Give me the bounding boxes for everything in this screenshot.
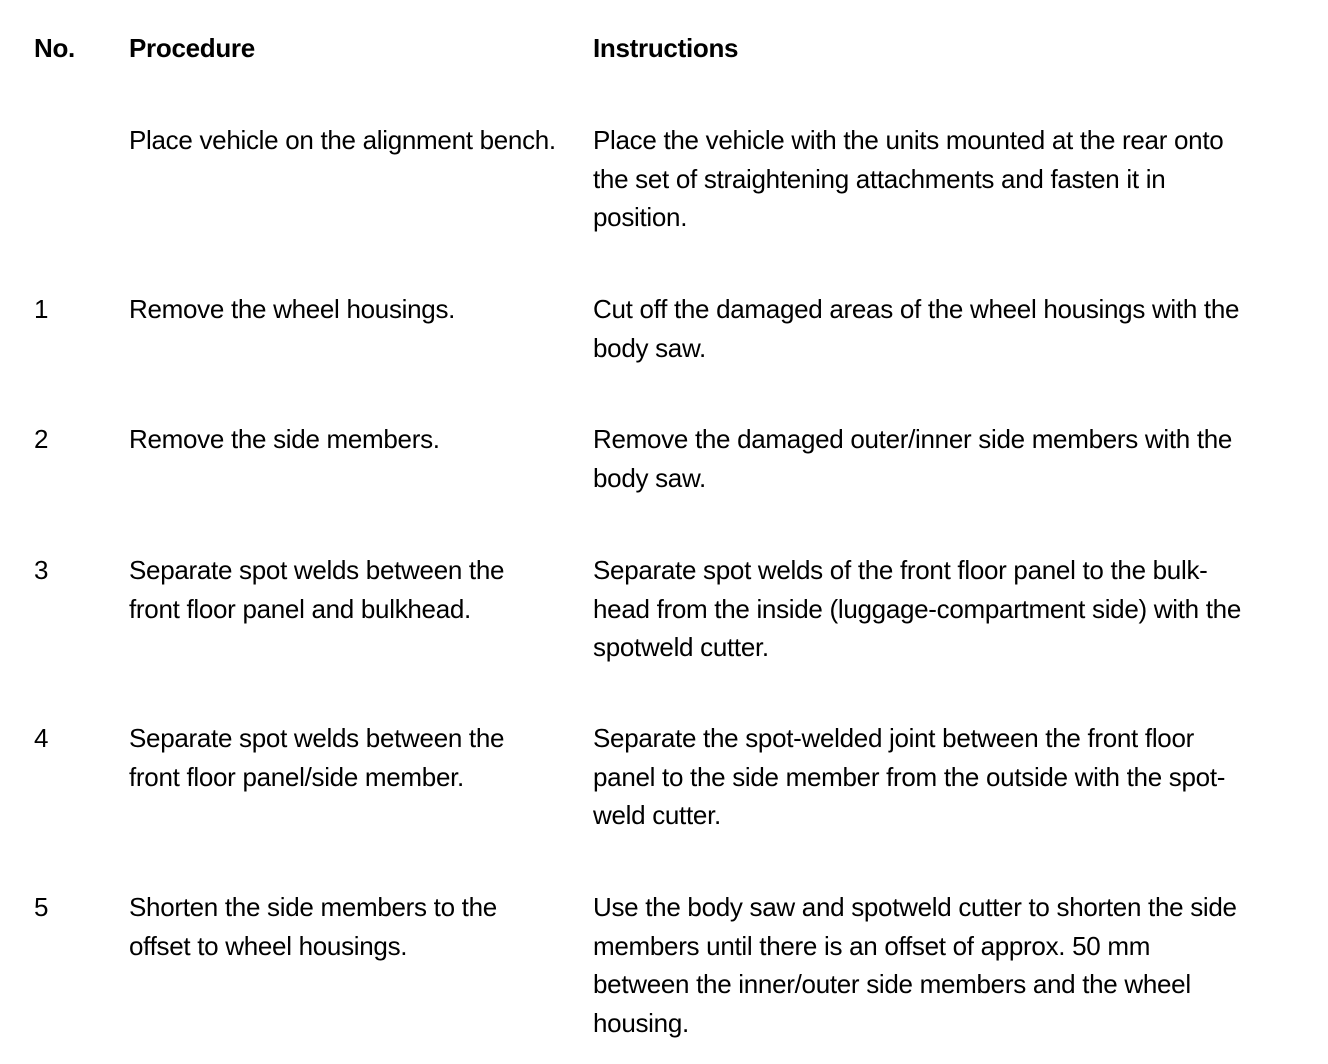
- row-instructions: Separate spot welds of the front floor panel to the bulk- head from the inside (luggage-compartment side) with the spotweld cutter.: [593, 555, 1241, 662]
- row-procedure: Separate spot welds between the front floor panel and bulkhead.: [129, 555, 505, 624]
- row-number: 2: [34, 424, 49, 454]
- row-number: 1: [34, 294, 49, 324]
- row-procedure: Shorten the side members to the offset to wheel housings.: [129, 892, 497, 961]
- row-procedure: Separate spot welds between the front floor panel/side member.: [129, 723, 505, 792]
- row-instructions: Cut off the damaged areas of the wheel housings with the body saw.: [593, 294, 1240, 363]
- row-instructions: Use the body saw and spotweld cutter to shorten the side members until there is an offset of approx. 50 mm between the inner/outer side members and the wheel housing.: [593, 892, 1237, 1038]
- row-procedure: Place vehicle on the alignment bench.: [129, 125, 556, 155]
- header-instructions: Instructions: [593, 33, 739, 63]
- row-number: 3: [34, 555, 49, 585]
- row-procedure: Remove the side members.: [129, 424, 440, 454]
- row-number: 5: [34, 892, 49, 922]
- header-no: No.: [34, 33, 75, 63]
- row-instructions: Separate the spot-welded joint between the front floor panel to the side member from the outside with the spot- weld cutter.: [593, 723, 1226, 830]
- row-procedure: Remove the wheel housings.: [129, 294, 456, 324]
- row-instructions: Remove the damaged outer/inner side members with the body saw.: [593, 424, 1233, 493]
- header-procedure: Procedure: [129, 33, 255, 63]
- row-number: 4: [34, 723, 49, 753]
- row-instructions: Place the vehicle with the units mounted at the rear onto the set of straightening attachments and fasten it in position.: [593, 125, 1224, 232]
